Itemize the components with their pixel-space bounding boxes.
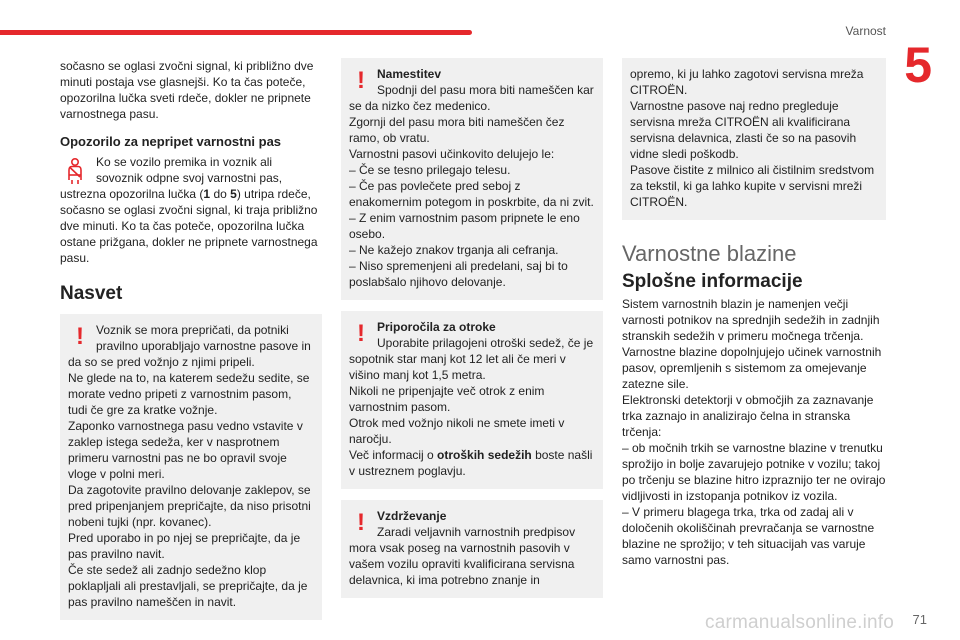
section-heading-airbags: Varnostne blazine <box>622 241 797 266</box>
advice-box <box>60 314 322 620</box>
children-box <box>341 311 603 489</box>
children-box-text: Uporabite prilagojeni otroški sedež, če je sopotnik star manj kot 12 let ali če meri v višino manj kot 1,5 metra. Nikoli ne pripenjajte več otrok z enim varnostnim pasom. Otrok med vožnjo nikoli ne smete imeti v naročju. Več informacij o otroških sedežih boste našli v ustreznem poglavju. <box>349 336 594 478</box>
installation-box-title: Namestitev <box>377 67 442 81</box>
unbuckled-warning-paragraph: Ko se vozilo premika in voznik ali sovoznik odpne svoj varnostni pas, ustrezna opozorilna lučka (1 do 5) utripa rdeče, sočasno se oglasi zvočni signal, ki traja približno dve minuti. Ko ta čas poteče, opozorilna lučka ostane prižgana, dokler ne pripnete varnostnega pasu. <box>60 155 318 265</box>
installation-box-text: Spodnji del pasu mora biti nameščen kar se da nizko čez medenico. Zgornji del pasu mora biti nameščen čez ramo, ob vratu. Varnostni pasovi učinkovito delujejo le: – Če se tesno prilegajo telesu. – Če pas povlečete pred seboj z enakomernim potegom in poskrbite, da ni zvit. – Z enim varnostnim pasom pripnete le eno osebo. – Ne kažejo znakov trganja ali cefranja. – Niso spremenjeni ali predelani, saj bi to poslabšalo njihovo delovanje. <box>349 83 594 289</box>
exclamation-icon: ! <box>76 323 84 350</box>
maintenance-box-continued-text: opremo, ki ju lahko zagotovi servisna mreža CITROËN. Varnostne pasove naj redno pregleduje servisna mreža CITROËN ali kvalificirana servisna delavnica, zlasti če so na pasovih vidne sledi poškodb. Pasove čistite z milnico ali čistilnim sredstvom za tekstil, ki ga lahko kupite v servisni mreži CITROËN. <box>630 67 875 209</box>
subheading-general-info: Splošne informacije <box>622 271 803 292</box>
chapter-number: 5 <box>904 37 932 93</box>
exclamation-icon: ! <box>357 509 365 536</box>
header-accent-bar <box>0 30 472 35</box>
exclamation-icon: ! <box>357 320 365 347</box>
heading-nasvet: Nasvet <box>60 283 123 304</box>
maintenance-box-continued <box>622 58 886 220</box>
seatbelt-warning-icon <box>60 156 90 186</box>
exclamation-icon: ! <box>357 67 365 94</box>
watermark: carmanualsonline.info <box>705 612 895 633</box>
column-1 <box>60 58 322 620</box>
advice-box-text: Voznik se mora prepričati, da potniki pravilno uporabljajo varnostne pasove in da so se pred vožnjo z njimi pripeli. Ne glede na to, na katerem sedežu sedite, se morate vedno pripeti z varnostnim pasom, tudi če gre za kratke vožnje. Zaponko varnostnega pasu vedno vstavite v zaklep istega sedeža, ker v nasprotnem primeru varnostni pas ne bo opravil svoje vloge v polni meri. Da zagotovite pravilno delovanje zaklepov, se pred pripenjanjem prepričajte, da niso prisotni nobeni tujki (npr. kovanec). Pred uporabo in po njej se prepričajte, da je pas pravilno navit. Če ste sedež ali zadnjo sedežno klop poklapljali ali prestavljali, se prepričajte, da je pas pravilno nameščen in navit. <box>68 323 311 609</box>
column-2 <box>341 58 603 598</box>
column-3 <box>622 58 886 568</box>
children-box-title: Priporočila za otroke <box>377 320 496 334</box>
maintenance-box-text: Zaradi veljavnih varnostnih predpisov mora vsak poseg na varnostnih pasovih v vašem vozilu opraviti kvalificirana servisna delavnica, ki ima potrebno znanje in <box>349 525 576 587</box>
maintenance-box-title: Vzdrževanje <box>377 509 447 523</box>
section-title: Varnost <box>845 24 886 38</box>
installation-box <box>341 58 603 300</box>
general-info-text: Sistem varnostnih blazin je namenjen večji varnosti potnikov na sprednjih sedežih in zadnjih stranskih sedežih v primeru močnega trčenja. Varnostne blazine dopolnjujejo učinek varnostnih pasov, opremljenih s sistemom za omejevanje zatezne sile. Elektronski detektorji v območjih za zaznavanje trka zaznajo in analizirajo čelna in stranska trčenja: – ob močnih trkih se varnostne blazine v trenutku sprožijo in bolje zavarujejo potnike v vozilu; takoj po trčenju se blazine hitro izpraznijo ter ne ovirajo vidljivosti in izstopanja potnikov iz vozila. – V primeru blagega trka, trka od zadaj ali v določenih okoliščinah prevračanja se varnostne blazine ne sprožijo; v teh situacijah vas varuje samo varnostni pas. <box>622 297 886 567</box>
intro-paragraph: sočasno se oglasi zvočni signal, ki približno dve minuti postaja vse glasnejši. Ko ta čas poteče, opozorilna lučka sveti rdeče, dokler ne pripnete varnostnega pasu. <box>60 59 314 121</box>
page-number: 71 <box>912 612 927 627</box>
subheading-unbuckled-warning: Opozorilo za nepripet varnostni pas <box>60 134 282 149</box>
maintenance-box <box>341 500 603 598</box>
